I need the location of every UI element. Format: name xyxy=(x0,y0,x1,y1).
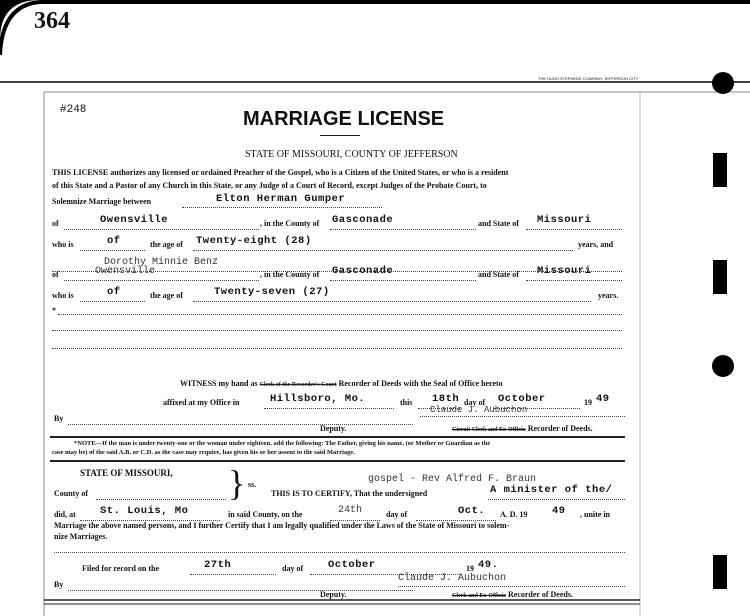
filing-day: 27th xyxy=(204,559,232,571)
groom-city: Owensville xyxy=(100,214,169,226)
binder-hole-bottom xyxy=(712,355,734,377)
groom-county: Gasconade xyxy=(332,214,394,226)
binder-bar-3 xyxy=(713,555,727,589)
witness-signature: Claude J. Aubuchon xyxy=(430,405,528,415)
marriage-license-page: 364 THE HUGH STEPHENS COMPANY, JEFFERSON CITY #248 MARRIAGE LICENSE STATE OF MISSOURI, COUNTY OF JEFFERSON THIS LICENSE authorizes any licensed or ordained Preacher of the Gospel, who is a Citizen of the United States, or who is a resident of this State and a Pastor of any Church in this State, or any Judge of a Court of Record, except Judges of the Probate Court, to Solemnize Marriage between Elton Herman Gumper of Owensville , in the County of Gasconade and State of Missouri who is of the age of Twenty-eight (28) years, and Dorothy Minnie Benz of Owensville , in the County of Gasconade and State of Missouri who is of the age of Twenty-seven (27) years. * WITNESS my hand as Clerk of the Recorder's Court Recorder of Deeds with the Seal of Office hereto affixed at my Office in Hillsboro, Mo. this 18th day of October 19 49 Claude J. Aubuchon By Deputy. Circuit Clerk and Ex-Officio Recorder of Deeds. *NOTE—If the man is under twenty-one or the woman under eighteen, add the following: The Father, giving his name, (or Mother or Guardian as the case may be) of the said A.B. or C.D. as the case may require, has given his or her assent to the said Marriage. STATE OF MISSOURI, } ss. gospel - Rev Alfred F. Braun County of THIS IS TO CERTIFY, That the undersigned A minister of the/ did, at St. Louis, Mo in said County, on the 24th day of Oct. A. D. 19 49 , unite in Marriage the above named persons, and I further Certify that I am legally qualified under the Laws of the State of Missouri to solem- nize Marriages. Filed for record on the 27th day of October 19 49. Claude J. Aubuchon By Deputy. Clerk and Ex-Officio Recorder of Deeds. xyxy=(0,0,750,616)
officiant-extra: gospel - Rev Alfred F. Braun xyxy=(368,474,537,485)
filing-month: October xyxy=(328,559,376,571)
cert-state: STATE OF MISSOURI, xyxy=(80,468,173,478)
title-rule xyxy=(320,135,360,136)
cert-day: 24th xyxy=(338,505,363,516)
bride-age: Twenty-seven (27) xyxy=(214,286,330,298)
document-title: MARRIAGE LICENSE xyxy=(243,108,445,130)
witness-month: October xyxy=(498,393,546,405)
binder-hole-top xyxy=(712,72,734,94)
groom-name: Elton Herman Gumper xyxy=(216,193,346,205)
bride-name: Dorothy Minnie Benz xyxy=(104,257,219,268)
intro-line-1: THIS LICENSE authorizes any licensed or ordained Preacher of the Gospel, who is a Citizen of the United States, or who is a resident xyxy=(52,168,509,177)
groom-age: Twenty-eight (28) xyxy=(196,235,312,247)
cert-year: 49 xyxy=(552,505,566,517)
cert-month: Oct. xyxy=(458,505,486,517)
binder-bar-2 xyxy=(713,260,727,294)
page-number: 364 xyxy=(34,8,70,34)
note-line-2: case may be) of the said A.B. or C.D. as the case may require, has given his or her assent to the said Marriage. xyxy=(52,449,355,456)
document-subtitle: STATE OF MISSOURI, COUNTY OF JEFFERSON xyxy=(245,149,458,160)
binder-bar-1 xyxy=(713,153,727,187)
witness-year: 49 xyxy=(596,393,610,405)
bride-status: of xyxy=(107,286,121,298)
witness-place: Hillsboro, Mo. xyxy=(270,393,366,405)
cert-place: St. Louis, Mo xyxy=(100,505,189,517)
witness-day: 18th xyxy=(432,393,460,405)
record-number: #248 xyxy=(60,104,87,116)
printer-mark: THE HUGH STEPHENS COMPANY, JEFFERSON CITY xyxy=(538,76,639,81)
intro-line-2: of this State and a Pastor of any Church in this State, or any Judge of a Court of Record, except Judges of the Probate Court, to xyxy=(52,181,487,190)
groom-state: Missouri xyxy=(537,214,592,226)
officiant: A minister of the/ xyxy=(490,484,613,496)
filing-year: 49. xyxy=(478,559,499,571)
groom-status: of xyxy=(107,235,121,247)
brace: } xyxy=(228,463,246,503)
bride-county: Gasconade xyxy=(332,265,394,277)
intro-line-3: Solemnize Marriage between xyxy=(52,197,152,206)
witness-line: WITNESS my hand as Clerk of the Recorder's Court Recorder of Deeds with the Seal of Office hereto xyxy=(180,379,503,388)
bride-city: Owensville xyxy=(95,266,156,277)
filing-signature: Claude J. Aubuchon xyxy=(398,573,507,584)
note-line-1: *NOTE—If the man is under twenty-one or the woman under eighteen, add the following: The Father, giving his name, (or Mother or Guardian as the xyxy=(74,440,491,447)
bride-state: Missouri xyxy=(537,265,592,277)
